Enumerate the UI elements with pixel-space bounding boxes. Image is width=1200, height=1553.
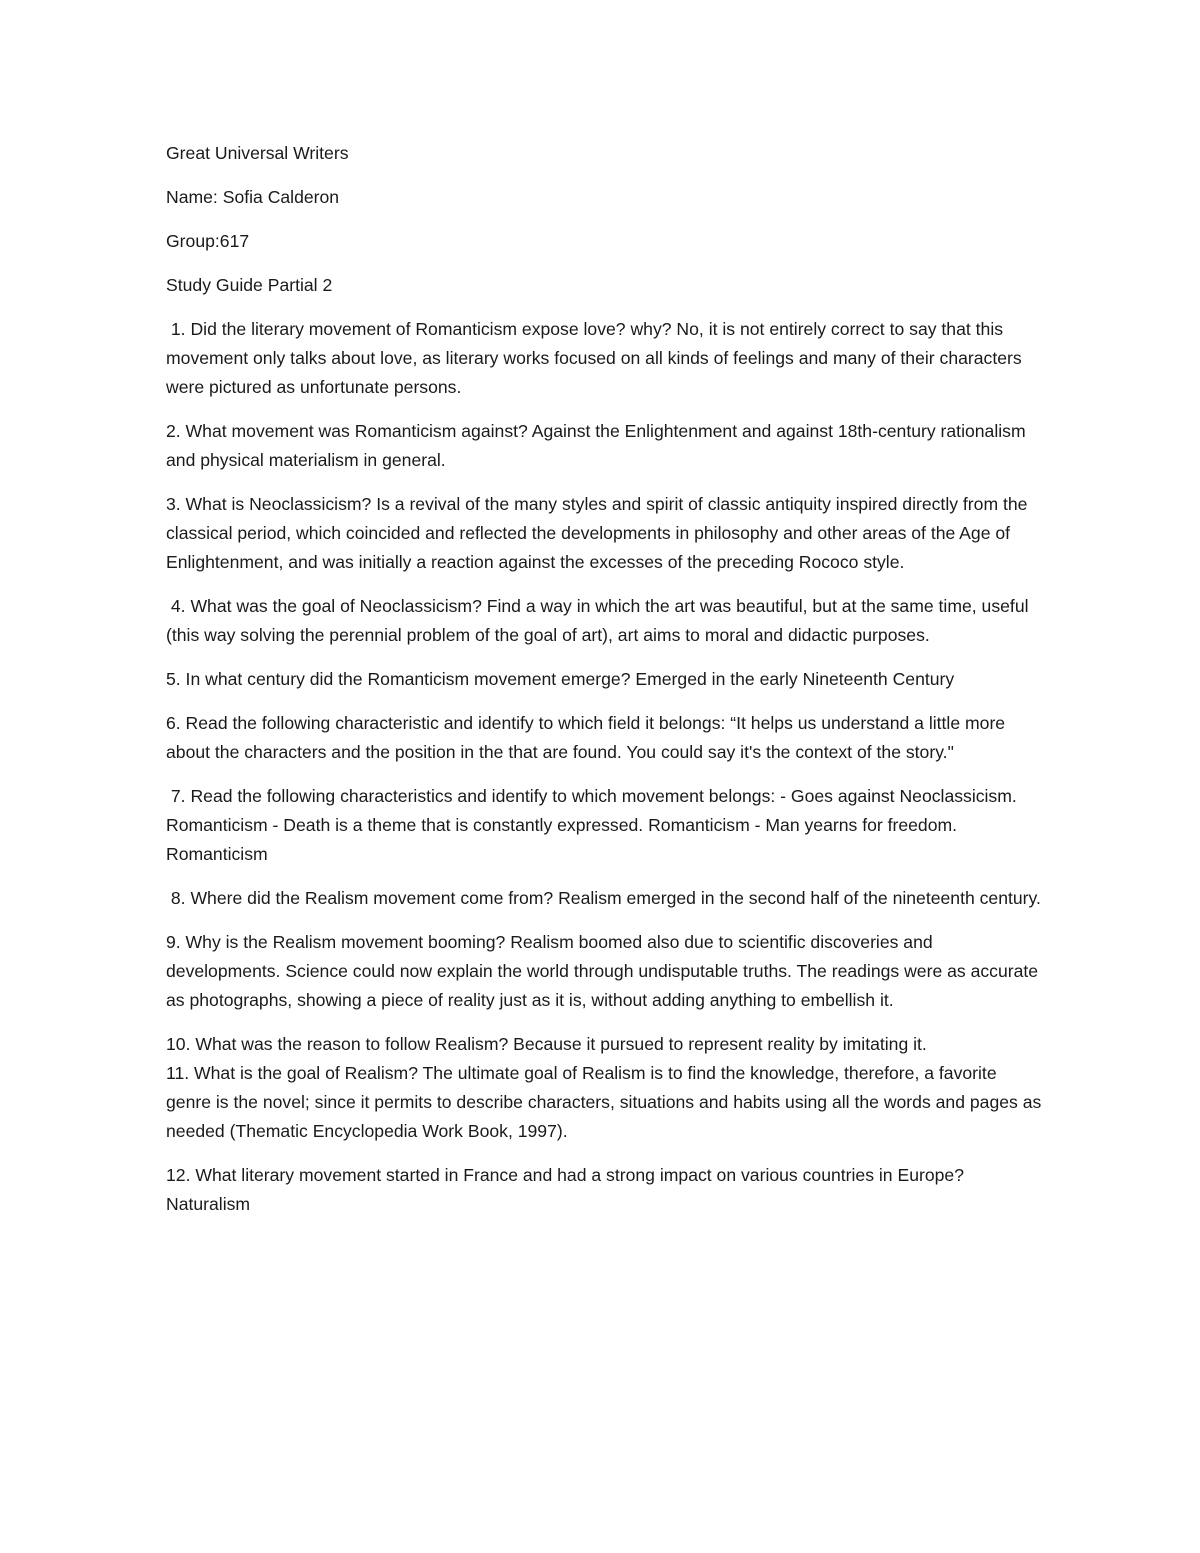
question-5: 5. In what century did the Romanticism movement emerge? Emerged in the early Nineteenth Century: [166, 669, 955, 689]
question-7: 7. Read the following characteristics and identify to which movement belongs: - Goes against Neoclassicism. Romanticism - Death is a theme that is constantly expressed. Romanticism - Man yearns for freedom. Romanticism: [166, 786, 1022, 864]
group-number: Group:617: [166, 231, 250, 251]
question-4: 4. What was the goal of Neoclassicism? Find a way in which the art was beautiful, but at the same time, useful (this way solving the perennial problem of the goal of art), art aims to moral and didactic purposes.: [166, 596, 1034, 645]
question-8: 8. Where did the Realism movement come from? Realism emerged in the second half of the nineteenth century.: [166, 888, 1041, 908]
course-title: Great Universal Writers: [166, 143, 349, 163]
question-1: 1. Did the literary movement of Romanticism expose love? why? No, it is not entirely correct to say that this movement only talks about love, as literary works focused on all kinds of feelings and many of their characters were pictured as unfortunate persons.: [166, 319, 1027, 397]
guide-title: Study Guide Partial 2: [166, 275, 333, 295]
question-3: 3. What is Neoclassicism? Is a revival of the many styles and spirit of classic antiquity inspired directly from the classical period, which coincided and reflected the developments in philosophy and other areas of the Age of Enlightenment, and was initially a reaction against the excesses of the preceding Rococo style.: [166, 494, 1033, 572]
question-10: 10. What was the reason to follow Realism? Because it pursued to represent reality by imitating it.: [166, 1034, 927, 1054]
question-2: 2. What movement was Romanticism against? Against the Enlightenment and against 18th-century rationalism and physical materialism in general.: [166, 421, 1031, 470]
question-9: 9. Why is the Realism movement booming? Realism boomed also due to scientific discoveries and developments. Science could now explain the world through undisputable truths. The readings were as accurate as photographs, showing a piece of reality just as it is, without adding anything to embellish it.: [166, 932, 1043, 1010]
student-name: Name: Sofia Calderon: [166, 187, 340, 207]
document-body: [166, 139, 1046, 1234]
question-11: 11. What is the goal of Realism? The ultimate goal of Realism is to find the knowledge, therefore, a favorite genre is the novel; since it permits to describe characters, situations and habits using all the words and pages as needed (Thematic Encyclopedia Work Book, 1997).: [166, 1063, 1047, 1141]
question-6: 6. Read the following characteristic and identify to which field it belongs: “It helps us understand a little more about the characters and the position in the that are found. You could say it's the context of the story.": [166, 713, 1010, 762]
question-12: 12. What literary movement started in France and had a strong impact on various countries in Europe? Naturalism: [166, 1165, 969, 1214]
